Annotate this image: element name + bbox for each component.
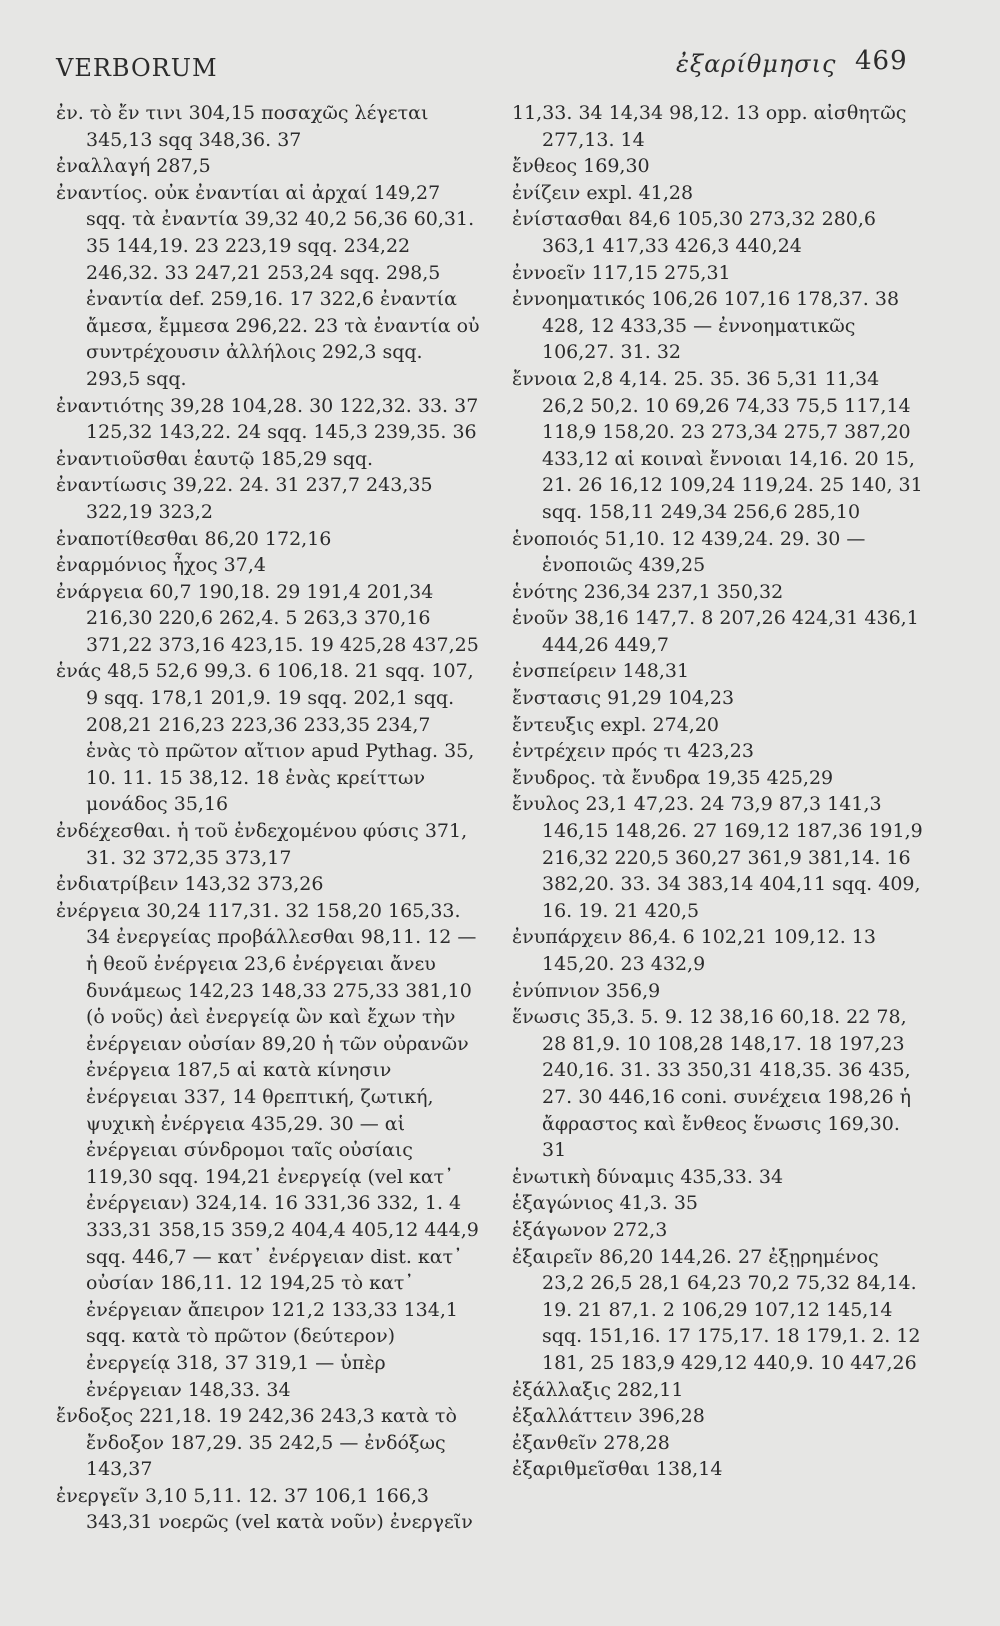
index-entry: ἐνδιατρίβειν 143,32 373,26 bbox=[56, 873, 324, 896]
index-entry: ἐννοηματικός 106,26 107,16 178,37. 38 428, 12 433,35 — ἐννοηματικῶς 106,27. 31. 32 bbox=[512, 288, 900, 364]
index-entry: ἐναρμόνιος ἦχος 37,4 bbox=[56, 554, 266, 577]
index-entry: ἐνίζειν expl. 41,28 bbox=[512, 181, 694, 204]
index-entry: ἐναντίος. οὐκ ἐναντίαι αἱ ἀρχαί 149,27 sqq. τὰ ἐναντία 39,32 40,2 56,36 60,31. 35 144,19. 23 223,19 sqq. 234,22 246,32. 33 247,21 253,24 sqq. 298,5 ἐναντία def. 259,16. 17 322,6 ἐναντία ἄμεσα, ἔμμεσα 296,22. 23 τὰ ἐναντία οὐ συντρέχουσιν ἀλλήλοις 292,3 sqq. 293,5 sqq. bbox=[56, 181, 480, 390]
index-entry: ἐναλλαγή 287,5 bbox=[56, 155, 211, 178]
index-entry: ἐξάλλαξις 282,11 bbox=[512, 1378, 684, 1401]
index-entry: ἐνεργεῖν 3,10 5,11. 12. 37 106,1 166,3 343,31 νοερῶς (vel κατὰ νοῦν) ἐνεργεῖν bbox=[56, 1484, 473, 1534]
page-number: 469 bbox=[855, 46, 908, 76]
index-entry: 11,33. 34 14,34 98,12. 13 opp. αἰσθητῶς 277,13. 14 bbox=[512, 102, 907, 151]
index-entry: ἔνυδρος. τὰ ἔνυδρα 19,35 425,29 bbox=[512, 766, 834, 789]
index-entry: ἑνωτικὴ δύναμις 435,33. 34 bbox=[512, 1165, 784, 1188]
index-entry: ἐνδέχεσθαι. ἡ τοῦ ἐνδεχομένου φύσις 371, 31. 32 372,35 373,17 bbox=[56, 820, 468, 869]
index-entry: ἕνωσις 35,3. 5. 9. 12 38,16 60,18. 22 78, 28 81,9. 10 108,28 148,17. 18 197,23 240,16. 31. 33 350,31 418,35. 36 435, 27. 30 446,16 coni. συνέχεια 198,26 ἡ ἄφραστος καὶ ἔνθεος ἕνωσις 169,30. 31 bbox=[512, 1006, 911, 1162]
index-entry: ἐναντιότης 39,28 104,28. 30 122,32. 33. 37 125,32 143,22. 24 sqq. 145,3 239,35. 36 bbox=[56, 394, 479, 444]
index-entry: ἐννοεῖν 117,15 275,31 bbox=[512, 261, 731, 284]
index-entry: ἐξαιρεῖν 86,20 144,26. 27 ἐξῃρημένος 23,2 26,5 28,1 64,23 70,2 75,32 84,14. 19. 21 87,1. 2 106,29 107,12 145,14 sqq. 151,16. 17 175,17. 18 179,1. 2. 12 181, 25 183,9 429,12 440,9. 10 447,26 bbox=[512, 1245, 921, 1374]
index-entry: ἔνδοξος 221,18. 19 242,36 243,3 κατὰ τὸ ἔνδοξον 187,29. 35 242,5 — ἐνδόξως 143,37 bbox=[56, 1405, 457, 1481]
index-entry: ἔνυλος 23,1 47,23. 24 73,9 87,3 141,3 146,15 148,26. 27 169,12 187,36 191,9 216,32 220,5 360,27 361,9 381,14. 16 382,20. 33. 34 383,14 404,11 sqq. 409, 16. 19. 21 420,5 bbox=[512, 793, 923, 922]
running-head-catchword: ἐξαρίθμησις bbox=[676, 50, 837, 78]
running-head-left: VERBORUM bbox=[56, 54, 218, 82]
index-entry: ἐξαλλάττειν 396,28 bbox=[512, 1405, 705, 1428]
index-entry: ἔνστασις 91,29 104,23 bbox=[512, 687, 735, 710]
index-entry: ἔνθεος 169,30 bbox=[512, 155, 650, 178]
index-entry: ἑξάγωνον 272,3 bbox=[512, 1218, 668, 1241]
index-entry: ἔντευξις expl. 274,20 bbox=[512, 713, 720, 736]
index-entry: ἐν. τὸ ἔν τινι 304,15 ποσαχῶς λέγεται 345,13 sqq 348,36. 37 bbox=[56, 102, 429, 151]
index-entry: ἐνίστασθαι 84,6 105,30 273,32 280,6 363,1 417,33 426,3 440,24 bbox=[512, 208, 877, 257]
index-entry: ἐναντίωσις 39,22. 24. 31 237,7 243,35 322,19 323,2 bbox=[56, 474, 433, 523]
index-entry: ἑνοποιός 51,10. 12 439,24. 29. 30 — ἑνοποιῶς 439,25 bbox=[512, 527, 866, 577]
index-entry: ἐνέργεια 30,24 117,31. 32 158,20 165,33. 34 ἐνεργείας προβάλλεσθαι 98,11. 12 — ἡ θεοῦ ἐνέργεια 23,6 ἐνέργειαι ἄνευ δυνάμεως 142,23 148,33 275,33 381,10 (ὁ νοῦς) ἀεὶ ἐνεργείᾳ ὢν καὶ ἔχων τὴν ἐνέργειαν οὐσίαν 89,20 ἡ τῶν οὐρανῶν ἐνέργεια 187,5 αἱ κατὰ κίνησιν ἐνέργειαι 337, 14 θρεπτική, ζωτική, ψυχικὴ ἐνέργεια 435,29. 30 — αἱ ἐνέργειαι σύνδρομοι ταῖς οὐσίαις 119,30 sqq. 194,21 ἐνεργείᾳ (vel κατ᾽ ἐνέργειαν) 324,14. 16 331,36 332, 1. 4 333,31 358,15 359,2 404,4 405,12 444,9 sqq. 446,7 — κατ᾽ ἐνέργειαν dist. κατ᾽ οὐσίαν 186,11. 12 194,25 τὸ κατ᾽ ἐνέργειαν ἄπειρον 121,2 133,33 134,1 sqq. κατὰ τὸ πρῶτον (δεύτερον) ἐνεργείᾳ 318, 37 319,1 — ὑπὲρ ἐνέργειαν 148,33. 34 bbox=[56, 899, 479, 1401]
index-entry: ἑνότης 236,34 237,1 350,32 bbox=[512, 580, 784, 603]
index-entry: ἐνσπείρειν 148,31 bbox=[512, 660, 690, 683]
left-column bbox=[56, 100, 480, 1536]
index-entry: ἔννοια 2,8 4,14. 25. 35. 36 5,31 11,34 26,2 50,2. 10 69,26 74,33 75,5 117,14 118,9 158,20. 23 273,34 275,7 387,20 433,12 αἱ κοιναὶ ἔννοιαι 14,16. 20 15, 21. 26 16,12 109,24 119,24. 25 140, 31 sqq. 158,11 249,34 256,6 285,10 bbox=[512, 367, 923, 523]
running-head bbox=[0, 46, 1000, 86]
index-entry: ἐξαριθμεῖσθαι 138,14 bbox=[512, 1458, 723, 1481]
index-entry: ἐνυπάρχειν 86,4. 6 102,21 109,12. 13 145,20. 23 432,9 bbox=[512, 926, 876, 975]
index-entry: ἑνάς 48,5 52,6 99,3. 6 106,18. 21 sqq. 107, 9 sqq. 178,1 201,9. 19 sqq. 202,1 sqq. 208,21 216,23 223,36 233,35 234,7 ἑνὰς τὸ πρῶτον αἴτιον apud Pythag. 35, 10. 11. 15 38,12. 18 ἑνὰς κρείττων μονάδος 35,16 bbox=[56, 660, 475, 816]
index-entry: ἑνοῦν 38,16 147,7. 8 207,26 424,31 436,1 444,26 449,7 bbox=[512, 607, 919, 656]
index-entry: ἐντρέχειν πρός τι 423,23 bbox=[512, 740, 754, 763]
right-column bbox=[512, 100, 924, 1483]
index-entry: ἐναποτίθεσθαι 86,20 172,16 bbox=[56, 527, 332, 550]
index-entry: ἐνύπνιον 356,9 bbox=[512, 979, 661, 1002]
index-entry: ἐναντιοῦσθαι ἑαυτῷ 185,29 sqq. bbox=[56, 447, 374, 470]
index-entry: ἑξαγώνιος 41,3. 35 bbox=[512, 1192, 699, 1215]
index-entry: ἐξανθεῖν 278,28 bbox=[512, 1431, 670, 1454]
index-entry: ἐνάργεια 60,7 190,18. 29 191,4 201,34 216,30 220,6 262,4. 5 263,3 370,16 371,22 373,16 423,15. 19 425,28 437,25 bbox=[56, 580, 479, 656]
